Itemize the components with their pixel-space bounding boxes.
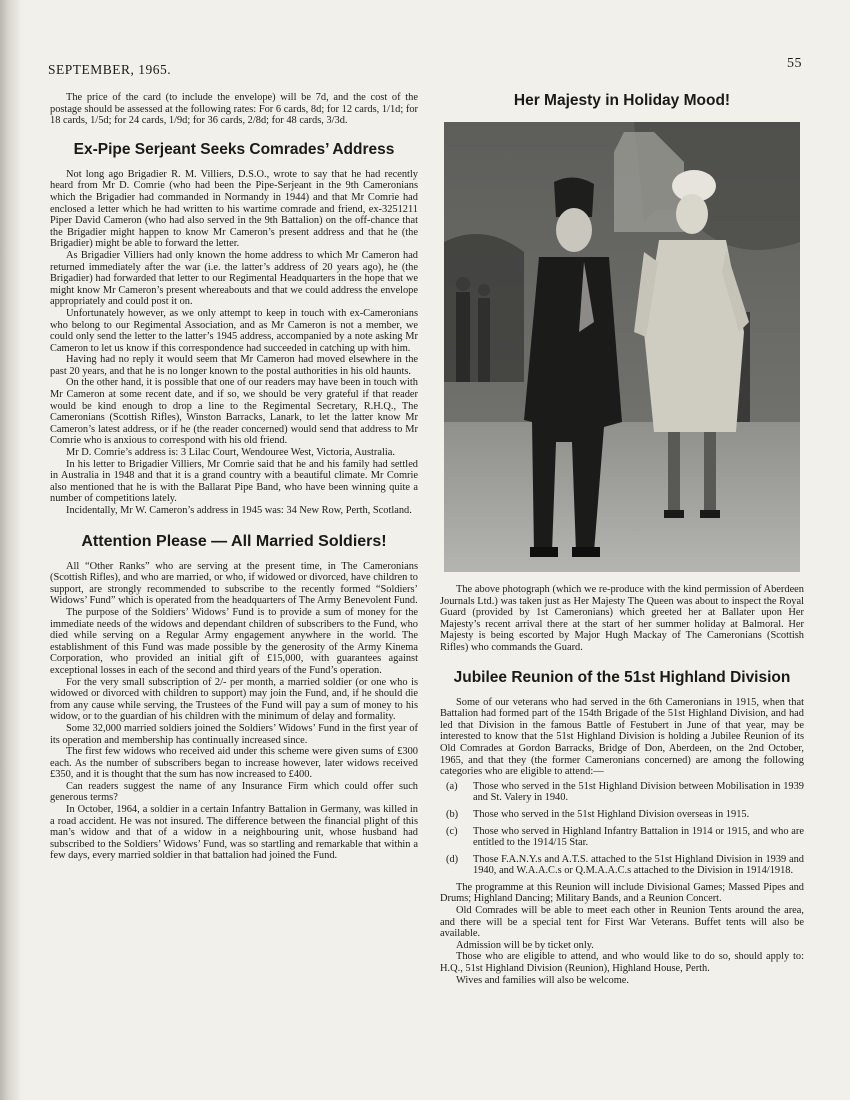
list-marker: (a)	[446, 780, 458, 792]
article-paragraph: In October, 1964, a soldier in a certain Infantry Battalion in Germany, was killed in a road accident. He was not insured. The difference between the financial plight of this man’s widow and that of a widow in a neighbouring unit, whose husband had subscribed to the Soldiers’ Widows’ Fund, was so startling and remarkable that within a few days, every married soldier in that battalion had joined the Fund.	[50, 804, 418, 862]
article-paragraph: Mr D. Comrie’s address is: 3 Lilac Court, Wendouree West, Victoria, Australia.	[66, 447, 395, 459]
article-paragraph: Wives and families will also be welcome.	[456, 974, 629, 986]
article-paragraph: The purpose of the Soldiers’ Widows’ Fund is to provide a sum of money for the immediate needs of the widows and dependant children of subscribers to the Fund, who died while serving on a Regular Army engagement anywhere in the world. The establishment of this Fund was made possible by the generosity of the Army Kinema Corporation, who provided an initial gift of £15,000, with guarantees against exceptional losses in each of the second and third years of the Fund’s operation.	[50, 606, 418, 676]
article-paragraph: Some of our veterans who had served in the 6th Cameronians in 1915, when that Battalion had formed part of the 154th Brigade of the 51st Highland Division, and had led that Division in the famous Battle of Festubert in June of that year, may be interested to know that the 51st Highland Division is holding a Jubilee Reunion of its Old Comrades at Gordon Barracks, Bridge of Don, Aberdeen, on the 2nd October, 1965, and that they (the former Cameronians concerned) are among the following categories who are eligible to attend:—	[440, 696, 804, 778]
article-paragraph: Those who are eligible to attend, and who would like to do so, should apply to: H.Q., 51st Highland Division (Reunion), Highland House, Perth.	[440, 951, 804, 975]
photo-caption: The above photograph (which we re-produce with the kind permission of Aberdeen Journals Ltd.) was taken just as Her Majesty The Queen was about to inspect the Royal Guard (provided by 1st Cameronians) which greeted her at Ballater upon Her Majesty’s recent arrival there at the start of her summer holiday at Balmoral. Her Majesty is being escorted by Major Hugh Mackay of The Cameronians (Scottish Rifles) who commands the Guard.	[440, 584, 804, 653]
eligibility-list	[440, 781, 804, 877]
list-item-text: Those who served in the 51st Highland Division between Mobilisation in 1939 and St. Valery in 1940.	[473, 780, 804, 804]
jubilee-headline: Jubilee Reunion of the 51st Highland Division	[453, 668, 791, 686]
article-paragraph: Unfortunately however, as we only attempt to keep in touch with ex-Cameronians who belong to our Regimental Association, and as Mr Cameron is not a member, we could only send the letter to the latter’s 1945 address, accompanied by a note asking Mr Cameron to let us know if this correspondence had succeeded in catching up with him.	[50, 307, 418, 354]
page-number: 55	[787, 56, 802, 71]
article-paragraph: In his letter to Brigadier Villiers, Mr Comrie said that he and his family had settled in Australia in 1948 and that it is a grand country with a beautiful climate. Mr Comrie also mentioned that he is with the Ballarat Pipe Band, who have been winning quite a number of competitions lately.	[50, 458, 418, 505]
article-paragraph: Not long ago Brigadier R. M. Villiers, D.S.O., wrote to say that he had recently heard from Mr D. Comrie (who had been the Pipe-Serjeant in the 9th Cameronians which the Brigadier had commanded in Normandy in 1944) and that Mr Comrie had enclosed a letter which he had written to his wartime comrade and friend, ex-3251211 Piper David Cameron (who had also served in the 9th Battalion) on the off-chance that the Brigadier might happen to know Mr Cameron’s present address and that he (the Brigadier) might be able to forward the letter.	[50, 168, 418, 250]
list-marker: (b)	[446, 808, 459, 820]
article-paragraph: Having had no reply it would seem that Mr Cameron had moved elsewhere in the past 20 years, and that he is no longer known to the postal authorities in his old haunts.	[50, 354, 418, 377]
article-paragraph: For the very small subscription of 2/- per month, a married soldier (or one who is widowed or divorced with children to support) may join the Fund, and, if he should die from any cause while serving, the Trustees of the Fund will pay a sum of money to his widow, or to the guardian of his children with the minimum of delay and formality.	[50, 676, 418, 723]
list-item	[440, 854, 804, 877]
list-item	[440, 809, 804, 821]
list-marker: (d)	[446, 853, 459, 865]
queen-photograph	[444, 122, 800, 572]
right-column	[440, 92, 804, 986]
jubilee-article	[440, 697, 804, 987]
article-paragraph: Can readers suggest the name of any Insurance Firm which could offer such generous terms?	[50, 780, 418, 804]
list-item	[440, 826, 804, 849]
article-paragraph: On the other hand, it is possible that one of our readers may have been in touch with Mr Cameron at some recent date, and if so, we should be very grateful if that reader would be kind enough to drop a line to the Regimental Secretary, R.H.Q., The Cameronians (Scottish Rifles), Winston Barracks, Lanark, to let the latter know Mr Cameron’s latest address, or if he (the reader concerned) would send that address to Mr Comrie who is anxious to correspond with his old friend.	[50, 377, 418, 447]
list-item-text: Those who served in Highland Infantry Battalion in 1914 or 1915, and who are entitled to the 1914/15 Star.	[473, 825, 804, 849]
left-column	[50, 92, 418, 862]
list-item	[440, 781, 804, 804]
list-marker: (c)	[446, 825, 458, 837]
article-paragraph: Admission will be by ticket only.	[456, 939, 594, 951]
article-paragraph: The first few widows who received aid under this scheme were given sums of £300 each. As the number of subscribers began to increase however, later widows received £350, and it is thought that the sum has now increased to £400.	[50, 746, 418, 781]
married-soldiers-article	[50, 561, 418, 862]
article-paragraph: Some 32,000 married soldiers joined the Soldiers’ Widows’ Fund in the first year of its operation and membership has continually increased since.	[50, 722, 418, 746]
pipe-serjeant-headline: Ex-Pipe Serjeant Seeks Comrades’ Address	[73, 140, 395, 158]
photo-illustration	[444, 122, 800, 572]
list-item-text: Those F.A.N.Y.s and A.T.S. attached to the 51st Highland Division in 1939 and 1940, and W.A.A.C.s or Q.M.A.A.C.s attached to the Division in 1914/1918.	[473, 853, 804, 877]
article-paragraph: Incidentally, Mr W. Cameron’s address in 1945 was: 34 New Row, Perth, Scotland.	[66, 505, 412, 516]
card-price-paragraph: The price of the card (to include the envelope) will be 7d, and the cost of the postage should be assessed at the following rates: For 6 cards, 8d; for 12 cards, 1/1d; for 18 cards, 1/5d; for 24 cards, 1/9d; for 36 cards, 2/8d; for 48 cards, 3/3d.	[50, 92, 418, 127]
issue-date: SEPTEMBER, 1965.	[48, 62, 172, 77]
majesty-headline: Her Majesty in Holiday Mood!	[513, 92, 731, 109]
article-paragraph: All “Other Ranks” who are serving at the present time, in The Cameronians (Scottish Rifles), and who are married, or who, if widowed or divorced, have children to support, are strongly recommended to subscribe to the recently formed “Soldiers’ Widows’ Fund” which is operated from the headquarters of The Army Benevolent Fund.	[50, 560, 418, 607]
article-paragraph: As Brigadier Villiers had only known the home address to which Mr Cameron had returned immediately after the war (i.e. the latter’s address of 20 years ago), he (the Brigadier) had forwarded that letter to our Regimental Headquarters in the hope that we might know Mr Cameron’s present whereabouts and that we could address the envelope appropriately and could post it on.	[50, 249, 418, 308]
list-item-text: Those who served in the 51st Highland Division overseas in 1915.	[473, 808, 750, 820]
married-soldiers-headline: Attention Please — All Married Soldiers!	[81, 532, 387, 550]
article-paragraph: Old Comrades will be able to meet each other in Reunion Tents around the area, and there will be a special tent for First War Veterans. Buffet tents will also be available.	[440, 905, 804, 940]
binding-shadow	[0, 0, 22, 1100]
article-paragraph: The programme at this Reunion will include Divisional Games; Massed Pipes and Drums; Highland Dancing; Military Bands, and a Reunion Concert.	[440, 881, 804, 905]
pipe-serjeant-article	[50, 169, 418, 517]
